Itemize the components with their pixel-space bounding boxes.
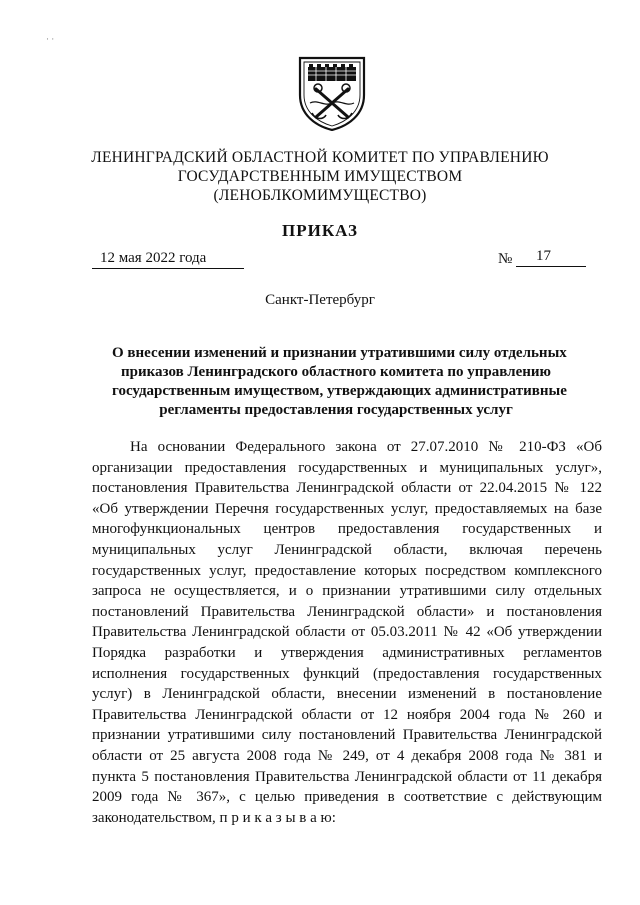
organization-line: (ЛЕНОБЛКОМИМУЩЕСТВО) xyxy=(213,187,427,204)
organization-line: ЛЕНИНГРАДСКИЙ ОБЛАСТНОЙ КОМИТЕТ ПО УПРАВЛЕНИЮ xyxy=(91,149,549,166)
body-line: 2009 года № 367», с целью приведения в соответствие с действующим xyxy=(92,789,602,806)
subject-line: приказов Ленинградского областного комитета по управлению xyxy=(121,364,551,380)
body-line: услуг) в Ленинградской области, внесении изменений в постановление xyxy=(92,686,602,703)
body-line: многофункциональных центров предоставления государственных и xyxy=(92,521,602,538)
document-body xyxy=(92,437,602,828)
body-line: исполнения государственных функций (предоставления государственных xyxy=(92,665,602,682)
number-sign: № xyxy=(498,251,513,267)
body-line: законодательством, п р и к а з ы в а ю: xyxy=(92,809,336,826)
document-subject xyxy=(112,344,567,420)
document-type-title: ПРИКАЗ xyxy=(282,221,358,240)
document-city: Санкт-Петербург xyxy=(265,292,375,308)
body-line: Правительства Ленинградской области от 12 ноября 2004 года № 260 и xyxy=(92,706,602,723)
subject-line: регламенты предоставления государственных услуг xyxy=(159,402,513,418)
body-line: постановлений Правительства Ленинградской области» и постановления xyxy=(92,603,602,620)
organization-line: ГОСУДАРСТВЕННЫМ ИМУЩЕСТВОМ xyxy=(177,168,463,185)
body-line: муниципальных услуг Ленинградской области, включая перечень xyxy=(92,541,602,558)
coat-of-arms-icon xyxy=(296,55,368,131)
scan-artifact: · · xyxy=(46,34,55,44)
body-line: постановления Правительства Ленинградской области от 22.04.2015 № 122 xyxy=(92,480,602,497)
document-number: 17 xyxy=(516,248,586,267)
subject-line: О внесении изменений и признании утратившими силу отдельных xyxy=(112,345,567,361)
body-line: признании утратившими силу постановлений Правительства Ленинградской xyxy=(92,727,602,744)
subject-line: государственным имуществом, утверждающих административные xyxy=(112,383,567,399)
body-line: «Об утверждении Перечня государственных услуг, предоставляемых на базе xyxy=(92,500,602,517)
body-line: На основании Федерального закона от 27.07.2010 № 210-ФЗ «Об xyxy=(130,439,602,455)
body-line: запроса не осуществляется, и о признании утратившими силу отдельных xyxy=(92,583,602,600)
body-line: Правительства Ленинградской области от 05.03.2011 № 42 «Об утверждении xyxy=(92,624,602,641)
document-date: 12 мая 2022 года xyxy=(92,250,244,269)
body-line: пункта 5 постановления Правительства Ленинградской области от 11 декабря xyxy=(92,768,602,785)
body-line: области от 25 августа 2008 года № 249, от 4 декабря 2008 года № 381 и xyxy=(92,747,602,764)
body-line: Порядка разработки и утверждения административных регламентов xyxy=(92,644,602,661)
body-line: государственных услуг, предоставление которых посредством комплексного xyxy=(92,562,602,579)
organization-name xyxy=(60,148,580,205)
body-line: организации предоставления государственных и муниципальных услуг», xyxy=(92,459,602,476)
